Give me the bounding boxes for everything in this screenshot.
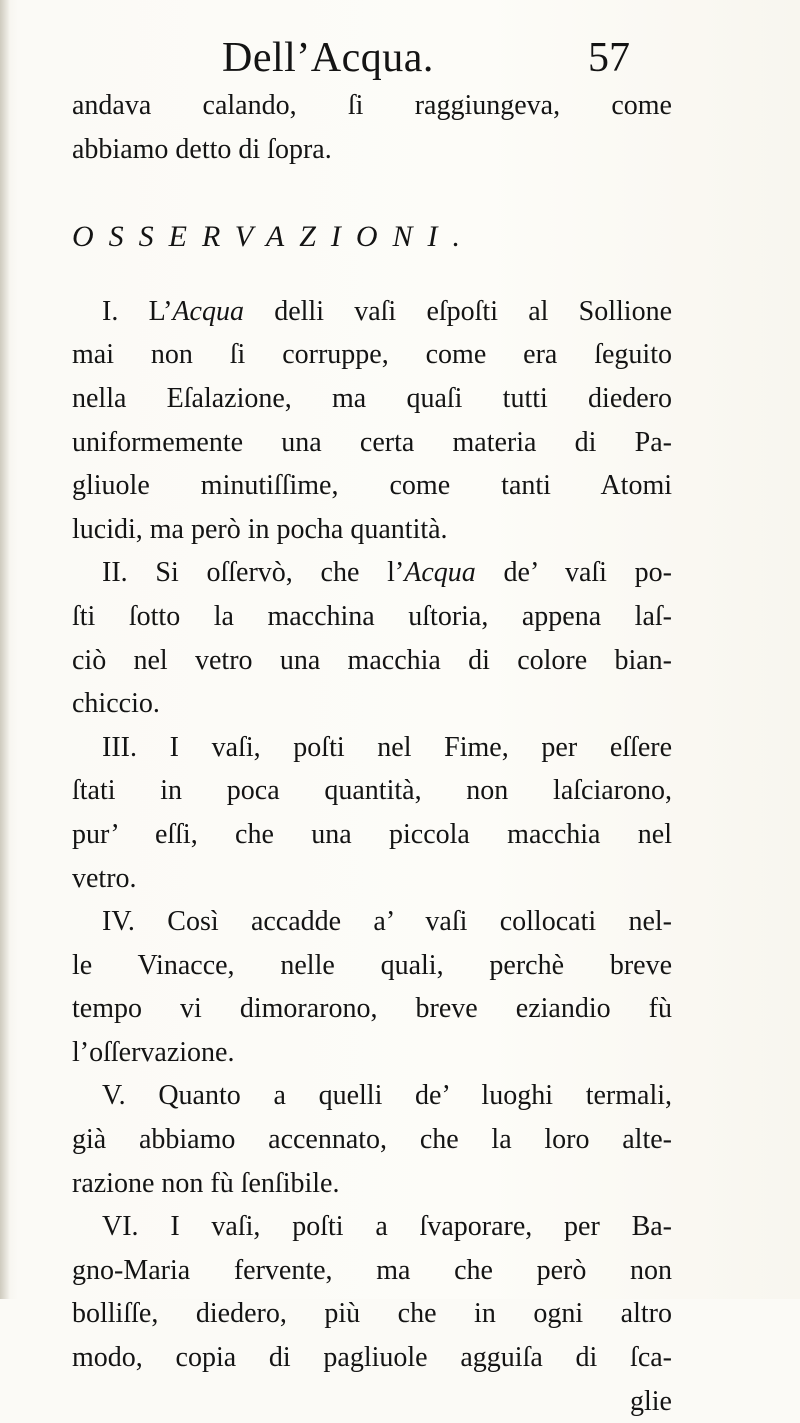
observation-paragraph: [72, 551, 672, 725]
text-line: [72, 639, 672, 683]
text-line: abbiamo detto di ſopra.: [72, 133, 332, 165]
text-line: [72, 421, 672, 465]
text-line: [72, 551, 672, 595]
text-run: delli vaſi eſpoſti al Sollione: [243, 295, 673, 327]
text-run: gliuole minutiſſime, come tanti Atomi: [72, 470, 672, 502]
text-line: [72, 290, 672, 334]
text-run: chiccio.: [72, 688, 160, 720]
text-line: [72, 1205, 672, 1249]
text-line: [72, 987, 672, 1031]
running-title: Dell’Acqua.: [222, 35, 434, 81]
text-run: tempo vi dimorarono, breve eziandio fù: [72, 993, 672, 1025]
text-line: [72, 1118, 672, 1162]
italic-text: Acqua: [172, 295, 244, 327]
text-line: andava calando, ſi raggiungeva, come: [72, 90, 672, 121]
text-run: vetro.: [72, 862, 137, 894]
text-line: [72, 813, 672, 857]
page-header: [200, 28, 630, 88]
section-heading: OSSERVAZIONI.: [72, 220, 476, 254]
page-edge-shadow: [0, 0, 10, 1299]
text-line: [72, 508, 672, 552]
catchword: glie: [630, 1385, 672, 1417]
page-number: 57: [588, 35, 630, 81]
text-line: [72, 1292, 672, 1336]
text-run: L’: [148, 295, 173, 327]
text-run: già abbiamo accennato, che la loro alte-: [72, 1124, 672, 1156]
text-run: de’ vaſi po-: [475, 557, 672, 589]
text-run: uniformemente una certa materia di Pa-: [72, 426, 672, 458]
text-run: I.: [102, 295, 149, 327]
text-run: ciò nel vetro una macchia di colore bian-: [72, 644, 672, 676]
text-run: le Vinacce, nelle quali, perchè breve: [72, 949, 672, 981]
text-line: [72, 333, 672, 377]
text-line: [72, 726, 672, 770]
text-line: [72, 464, 672, 508]
observation-paragraph: [72, 1205, 672, 1379]
text-line: [72, 682, 672, 726]
text-run: modo, copia di pagliuole agguiſa di ſca-: [72, 1342, 672, 1374]
text-line: [72, 377, 672, 421]
text-run: bolliſſe, diedero, più che in ogni altro: [72, 1298, 672, 1330]
observation-paragraph: [72, 900, 672, 1074]
body-text: [72, 84, 672, 1423]
text-line: [72, 900, 672, 944]
text-run: II. Si oſſervò, che l’: [102, 557, 405, 589]
text-line: [72, 595, 672, 639]
text-run: lucidi, ma però in pocha quantità.: [72, 513, 448, 545]
text-run: razione non fù ſenſibile.: [72, 1167, 340, 1199]
text-run: ſti ſotto la macchina uſtoria, appena laſ-: [72, 600, 672, 632]
text-run: l’oſſervazione.: [72, 1036, 235, 1068]
text-line: [72, 769, 672, 813]
text-run: III. I vaſi, poſti nel Fime, per eſſere: [102, 731, 672, 763]
text-line: [72, 1249, 672, 1293]
observation-paragraph: [72, 726, 672, 900]
text-line: [72, 944, 672, 988]
text-run: V. Quanto a quelli de’ luoghi termali,: [102, 1080, 672, 1112]
text-run: VI. I vaſi, poſti a ſvaporare, per Ba-: [102, 1211, 672, 1243]
observation-paragraph: [72, 290, 672, 552]
text-run: IV. Così accadde a’ vaſi collocati nel-: [102, 906, 672, 938]
observations-list: [72, 290, 672, 1380]
text-run: pur’ eſſi, che una piccola macchia nel: [72, 818, 672, 850]
text-run: mai non ſi corruppe, come era ſeguito: [72, 339, 672, 371]
text-line: [72, 857, 672, 901]
observation-paragraph: [72, 1074, 672, 1205]
text-line: [72, 1074, 672, 1118]
text-run: nella Eſalazione, ma quaſi tutti diedero: [72, 382, 672, 414]
text-run: ſtati in poca quantità, non laſciarono,: [72, 775, 672, 807]
text-run: gno-Maria fervente, ma che però non: [72, 1254, 672, 1286]
italic-text: Acqua: [404, 557, 476, 589]
text-line: [72, 1336, 672, 1380]
text-line: [72, 1162, 672, 1206]
text-line: [72, 1031, 672, 1075]
